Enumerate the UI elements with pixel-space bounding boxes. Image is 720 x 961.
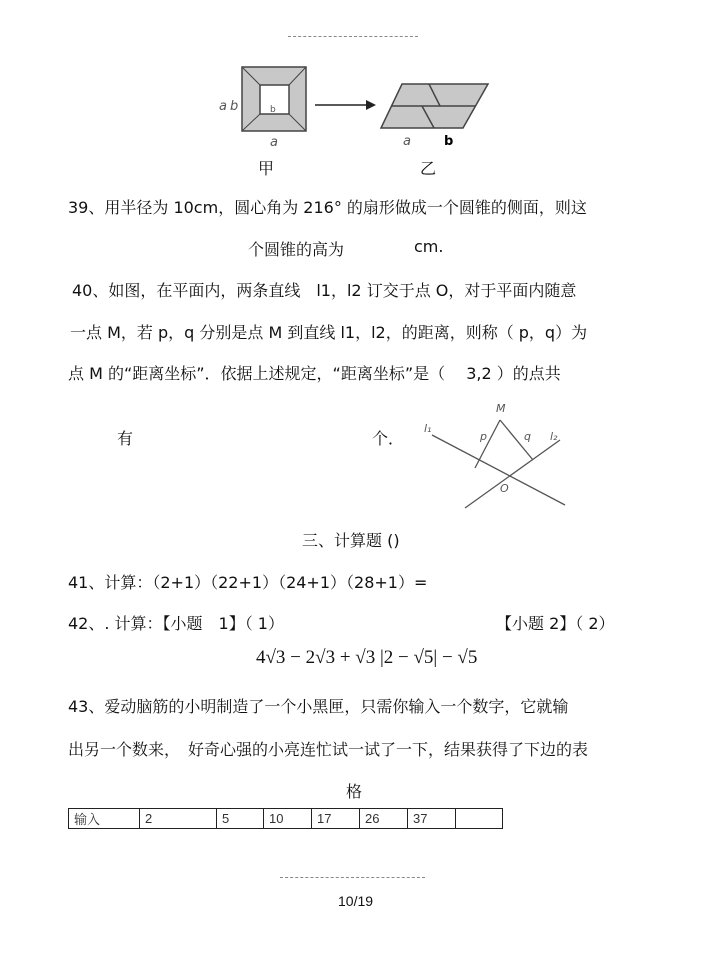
svg-text:b: b <box>230 99 239 114</box>
figure-yi-label: 乙 <box>420 159 437 178</box>
section-title: 三、计算题 () <box>302 531 400 550</box>
table-row <box>69 809 503 829</box>
q40-line2: 一点 M，若 p，q 分别是点 M 到直线 l1，l2，的距离，则称（ p，q）为 <box>70 323 588 342</box>
q40-line4b: 个． <box>372 429 405 448</box>
q43-line1: 43、爱动脑筋的小明制造了一个小黑匣，只需你输入一个数字，它就输 <box>68 697 569 716</box>
q40-line1: 40、如图，在平面内，两条直线 l1，l2 订交于点 O，对于平面内随意 <box>72 281 577 300</box>
q40-line3: 点 M 的“距离坐标”．依据上述规定，“距离坐标”是（ 3,2 ）的点共 <box>68 364 561 383</box>
table-cell: 17 <box>312 809 360 829</box>
table-cell: 2 <box>140 809 217 829</box>
footer-line <box>280 877 425 879</box>
svg-text:l₂: l₂ <box>550 430 558 443</box>
svg-text:q: q <box>524 430 531 443</box>
io-table <box>68 808 503 829</box>
table-cell: 10 <box>264 809 312 829</box>
svg-text:b: b <box>444 134 454 149</box>
q42-expression: 4√3 − 2√3 + √3 |2 − √5| − √5 <box>256 647 478 668</box>
table-cell: 26 <box>360 809 408 829</box>
page-number: 10/19 <box>338 893 374 909</box>
table-cell: 输入 <box>69 809 140 829</box>
header-line <box>288 36 418 38</box>
q41: 41、计算：（2+1）（22+1）（24+1）（28+1）= <box>68 573 428 592</box>
arrow-icon <box>312 98 378 112</box>
q43-line2: 出另一个数来， 好奇心强的小亮连忙试一试了一下，结果获得了下边的表 <box>68 740 589 759</box>
table-cell <box>456 809 503 829</box>
svg-text:l₁: l₁ <box>424 422 432 435</box>
figure-jia <box>215 60 315 160</box>
distance-coordinate-figure <box>410 390 590 510</box>
svg-text:b: b <box>270 105 276 115</box>
figure-jia-label: 甲 <box>258 159 275 178</box>
q42-right: 【小题 2】（ 2） <box>496 614 615 633</box>
q39-line2: 个圆锥的高为 <box>248 240 345 259</box>
figure-yi <box>378 80 498 150</box>
svg-text:M: M <box>496 402 506 415</box>
q40-line4a: 有 <box>117 429 134 448</box>
svg-text:a: a <box>219 99 227 114</box>
q39-line1: 39、用半径为 10cm，圆心角为 216° 的扇形做成一个圆锥的侧面，则这 <box>68 198 587 217</box>
table-cell: 5 <box>217 809 264 829</box>
svg-text:O: O <box>500 482 509 495</box>
table-cell: 37 <box>408 809 456 829</box>
svg-text:a: a <box>270 135 278 150</box>
q39-unit: cm. <box>414 237 444 256</box>
q43-line3: 格 <box>346 782 363 801</box>
svg-text:p: p <box>480 430 487 443</box>
svg-text:a: a <box>403 134 411 149</box>
q42-left: 42、. 计算：【小题 1】（ 1） <box>68 614 284 633</box>
